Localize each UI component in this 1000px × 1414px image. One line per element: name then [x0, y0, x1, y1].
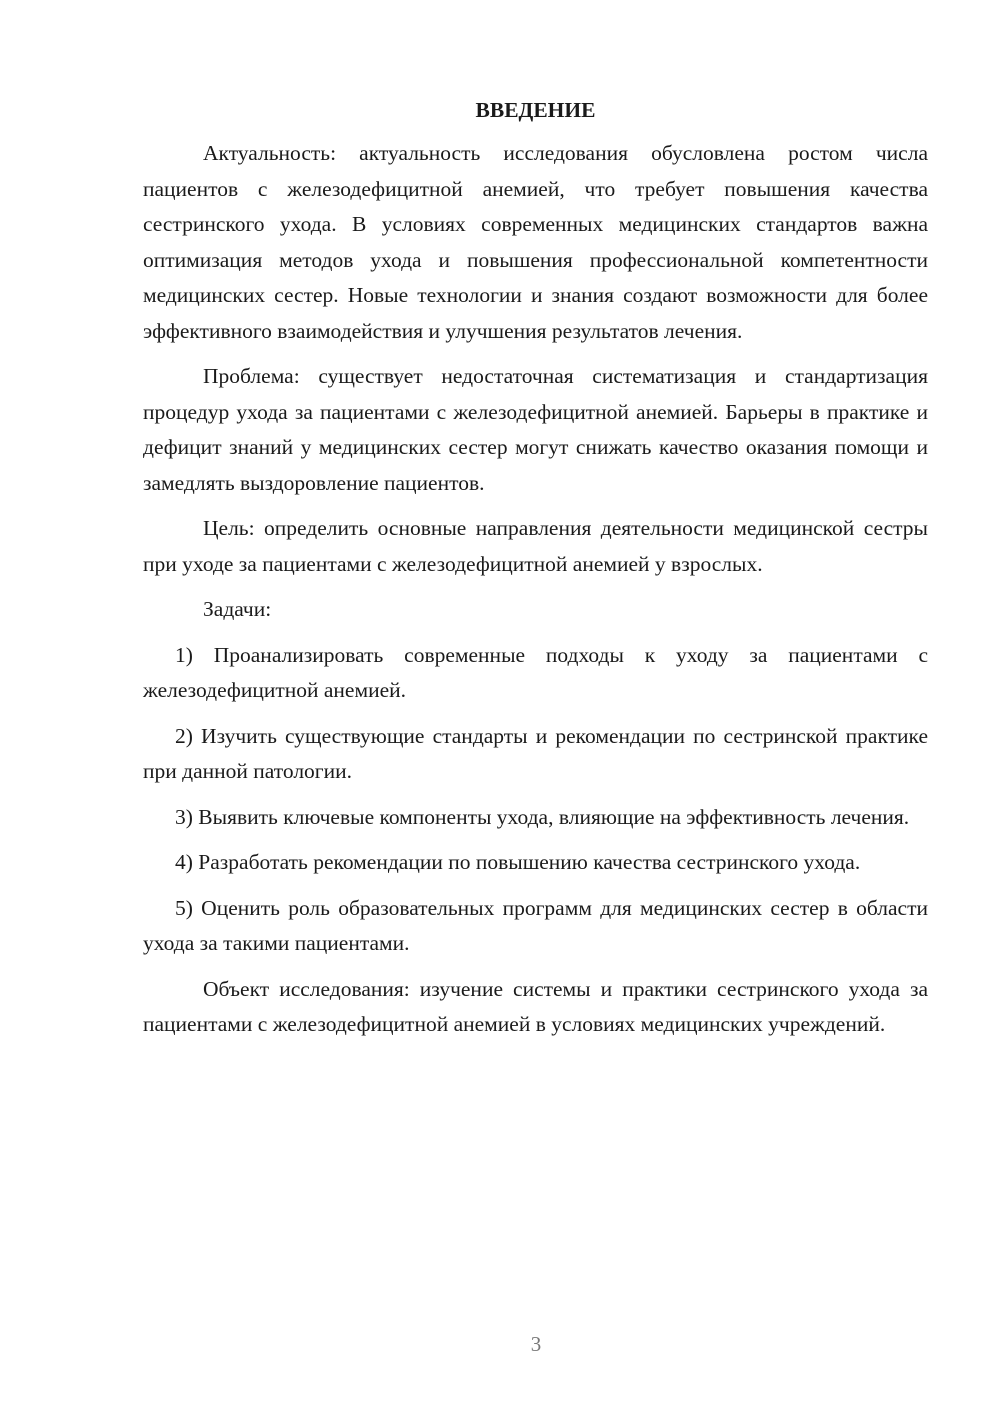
- task-item: 1) Проанализировать современные подходы к уходу за пациентами с железодефицитной анемией.: [143, 642, 928, 702]
- goal-paragraph: Цель: определить основные направления деятельности медицинской сестры при уходе за пациентами с железодефицитной анемией у взрослых.: [143, 516, 928, 576]
- document-page: [143, 92, 928, 1053]
- tasks-label: Задачи:: [203, 597, 272, 621]
- section-heading: ВВЕДЕНИЕ: [475, 98, 596, 122]
- page-number: 3: [530, 1332, 542, 1356]
- task-item: 5) Оценить роль образовательных программ для медицинских сестер в области ухода за такими пациентами.: [143, 895, 928, 955]
- task-item: 3) Выявить ключевые компоненты ухода, влияющие на эффективность лечения.: [175, 804, 910, 829]
- task-item: 2) Изучить существующие стандарты и рекомендации по сестринской практике при данной патологии.: [143, 723, 928, 783]
- object-paragraph: Объект исследования: изучение системы и практики сестринского ухода за пациентами с железодефицитной анемией в условиях медицинских учреждений.: [143, 976, 928, 1036]
- problem-paragraph: Проблема: существует недостаточная систематизация и стандартизация процедур ухода за пациентами с железодефицитной анемией. Барьеры в практике и дефицит знаний у медицинских сестер могут снижать качество оказания помощи и замедлять выздоровление пациентов.: [143, 364, 928, 495]
- relevance-paragraph: Актуальность: актуальность исследования обусловлена ростом числа пациентов с железодефицитной анемией, что требует повышения качества сестринского ухода. В условиях современных медицинских стандартов важна оптимизация методов ухода и повышения профессиональной компетентности медицинских сестер. Новые технологии и знания создают возможности для более эффективного взаимодействия и улучшения результатов лечения.: [143, 141, 928, 343]
- task-item: 4) Разработать рекомендации по повышению качества сестринского ухода.: [175, 850, 861, 874]
